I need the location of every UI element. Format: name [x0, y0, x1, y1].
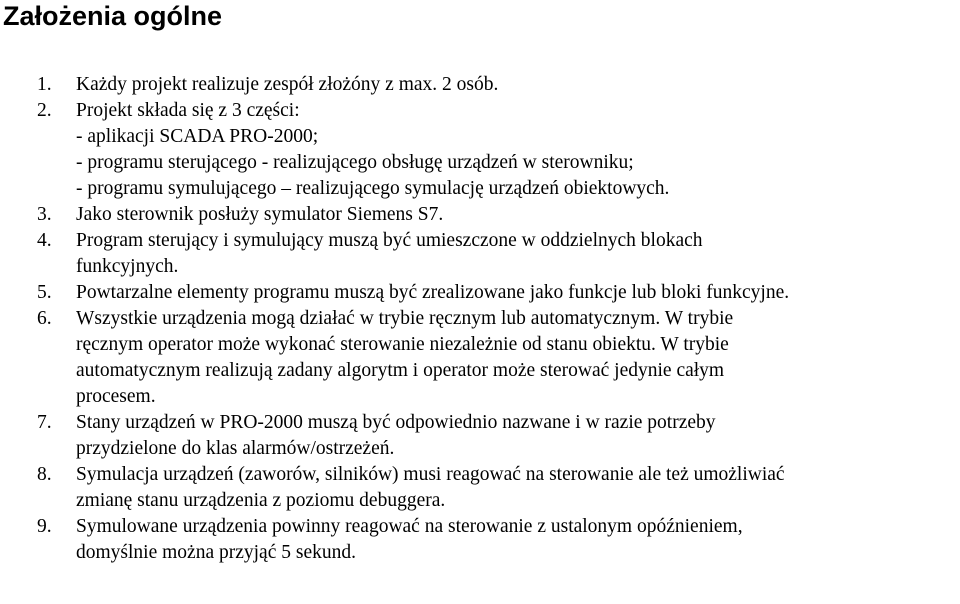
- list-item-text: Każdy projekt realizuje zespół złożóny z max. 2 osób.: [76, 74, 499, 95]
- list-item-text: domyślnie można przyjąć 5 sekund.: [76, 542, 356, 563]
- page-title: Założenia ogólne: [3, 1, 223, 31]
- list-item: [0, 462, 960, 514]
- list-item-text: zmianę stanu urządzenia z poziomu debuggera.: [76, 490, 446, 511]
- list-item: [0, 514, 960, 566]
- list-item-number: 3.: [37, 204, 52, 225]
- list-item-number: 5.: [37, 282, 52, 303]
- requirements-list: [0, 72, 960, 566]
- list-item-number: 8.: [37, 464, 52, 485]
- list-item-text: - aplikacji SCADA PRO-2000;: [76, 126, 319, 147]
- list-item-text: Program sterujący i symulujący muszą być umieszczone w oddzielnych blokach: [76, 230, 703, 251]
- list-item: [0, 410, 960, 462]
- list-item: [0, 280, 960, 306]
- list-item-number: 2.: [37, 100, 52, 121]
- list-item-text: Symulacja urządzeń (zaworów, silników) musi reagować na sterowanie ale też umożliwiać: [76, 464, 785, 485]
- list-item-text: Powtarzalne elementy programu muszą być zrealizowane jako funkcje lub bloki funkcyjne.: [76, 282, 790, 303]
- list-item: [0, 202, 960, 228]
- list-item: [0, 228, 960, 280]
- list-item-text: funkcyjnych.: [76, 256, 179, 277]
- list-item: [0, 98, 960, 202]
- list-item-text: ręcznym operator może wykonać sterowanie niezależnie od stanu obiektu. W trybie: [76, 334, 729, 355]
- list-item-text: przydzielone do klas alarmów/ostrzeżeń.: [76, 438, 395, 459]
- list-item-text: Jako sterownik posłuży symulator Siemens S7.: [76, 204, 444, 225]
- list-item-number: 6.: [37, 308, 52, 329]
- list-item-text: Stany urządzeń w PRO-2000 muszą być odpowiednio nazwane i w razie potrzeby: [76, 412, 716, 433]
- list-item-text: Wszystkie urządzenia mogą działać w trybie ręcznym lub automatycznym. W trybie: [76, 308, 734, 329]
- list-item: [0, 72, 960, 98]
- list-item-text: - programu symulującego – realizującego symulację urządzeń obiektowych.: [76, 178, 670, 199]
- list-item-number: 9.: [37, 516, 52, 537]
- list-item-text: Projekt składa się z 3 części:: [76, 100, 300, 121]
- list-item-number: 1.: [37, 74, 52, 95]
- list-item-text: Symulowane urządzenia powinny reagować na sterowanie z ustalonym opóźnieniem,: [76, 516, 743, 537]
- list-item-number: 4.: [37, 230, 52, 251]
- list-item-text: automatycznym realizują zadany algorytm i operator może sterować jedynie całym: [76, 360, 725, 381]
- list-item: [0, 306, 960, 410]
- list-item-text: - programu sterującego - realizującego obsługę urządzeń w sterowniku;: [76, 152, 634, 173]
- list-item-text: procesem.: [76, 386, 156, 407]
- list-item-number: 7.: [37, 412, 52, 433]
